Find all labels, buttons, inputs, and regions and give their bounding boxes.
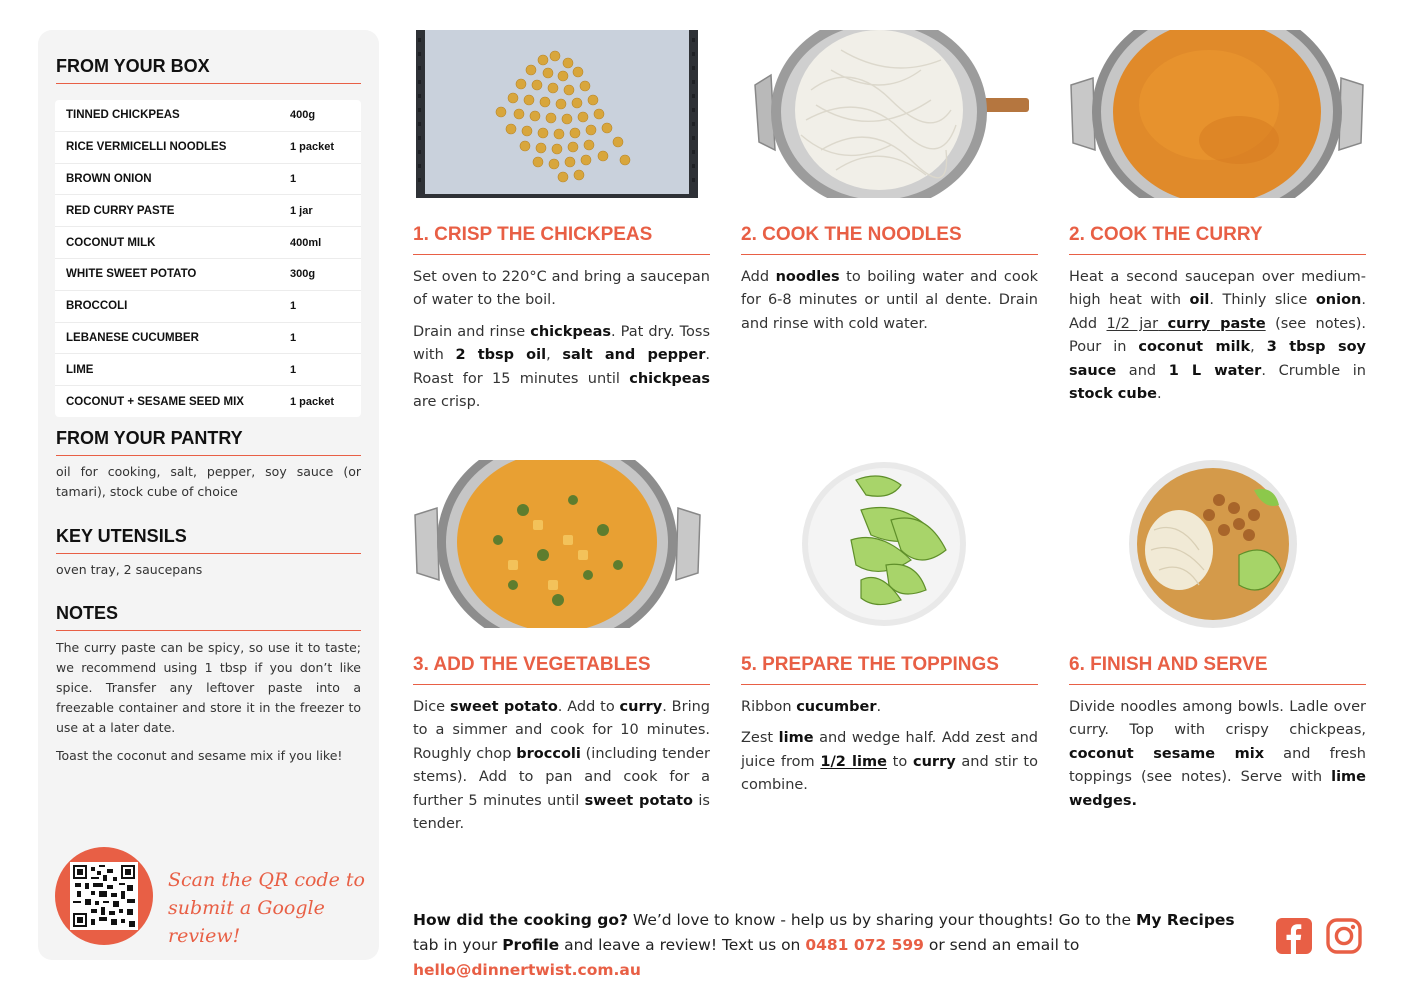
step-text: and wedge half. Add zest and juice from (741, 730, 1039, 770)
ingredient-emphasis: chickpeas (530, 323, 611, 340)
key-utensils-heading: KEY UTENSILS (56, 526, 361, 554)
my-recipes-link[interactable]: My Recipes (1135, 911, 1235, 929)
step-paragraph (1069, 696, 1366, 813)
ingredient-qty: 1 (290, 331, 297, 344)
step-paragraph (741, 696, 1038, 719)
footer-text: and leave a review! Text us on (559, 936, 806, 954)
step-text: Set oven to 220°C and bring a saucepan of water to the boil. (413, 269, 710, 309)
notes-paragraph: The curry paste can be spicy, so use it to taste; we recommend using 1 tbsp if you don’t like spice. Transfer any leftover paste into a freezable container and store it in the freezer to use at a later date. (56, 640, 361, 735)
step-text: Zest (741, 730, 779, 747)
ingredient-emphasis: cucumber (796, 699, 877, 715)
ingredient-emphasis: noodles (775, 269, 840, 285)
facebook-icon[interactable] (1276, 918, 1312, 954)
review-footer (413, 908, 1263, 983)
sidebar-panel (38, 30, 379, 960)
ingredient-row (55, 227, 361, 259)
step-5-title: 5. PREPARE THE TOPPINGS (741, 654, 1038, 685)
ingredient-name: RED CURRY PASTE (66, 204, 175, 217)
notes-paragraph: Toast the coconut and sesame mix if you like! (56, 748, 343, 763)
step-text: to (886, 753, 913, 770)
underlined-amount: 1/2 jar (1106, 315, 1159, 332)
ingredient-qty: 1 (290, 363, 297, 376)
from-your-pantry-heading: FROM YOUR PANTRY (56, 428, 361, 456)
ingredient-row (55, 164, 361, 196)
step-6-title: 6. FINISH AND SERVE (1069, 654, 1366, 685)
step-5-body (741, 696, 1038, 806)
step-text: Ribbon (741, 699, 797, 715)
footer-text: tab in your (413, 936, 503, 954)
ingredient-row (55, 354, 361, 386)
ingredient-emphasis: coconut milk (1138, 339, 1251, 356)
step-paragraph (741, 266, 1038, 336)
ingredient-emphasis: 1 L water (1168, 362, 1262, 379)
step-text: Divide noodles among bowls. Ladle over curry. Top with crispy chickpeas, (1069, 699, 1366, 739)
step-text: Heat a second saucepan over medium-high heat with (1069, 269, 1366, 309)
ingredient-emphasis: coconut sesame mix (1069, 745, 1265, 762)
ingredient-qty: 1 packet (290, 141, 335, 154)
ingredient-qty: 400ml (290, 236, 322, 249)
instagram-icon[interactable] (1326, 918, 1362, 954)
ingredient-name: BROCCOLI (66, 300, 128, 313)
vegetables-curry-photo (413, 460, 710, 628)
notes-heading: NOTES (56, 603, 361, 631)
step-text: is tender. (413, 792, 710, 833)
step-1-body (413, 266, 710, 422)
ingredient-name: TINNED CHICKPEAS (66, 109, 180, 122)
footer-text: or send an email to (923, 936, 1080, 954)
ingredient-qty: 1 jar (290, 204, 313, 217)
ingredient-name: COCONUT MILK (66, 236, 156, 249)
step-text: . Pat dry. Toss with (413, 323, 710, 364)
footer-text: We’d love to know - help us by sharing your thoughts! Go to the (627, 911, 1136, 929)
ingredient-emphasis: 3 tbsp soy sauce (1069, 339, 1366, 379)
step-text: and stir to combine. (741, 753, 1038, 794)
ingredient-qty: 1 (290, 172, 297, 185)
step-text (1158, 316, 1167, 332)
ingredient-emphasis: salt and pepper (562, 347, 706, 364)
ingredient-emphasis: curry paste (1167, 315, 1266, 332)
step-text: Add (741, 269, 776, 285)
step-text: are crisp. (413, 394, 481, 411)
ingredient-name: RICE VERMICELLI NOODLES (66, 141, 227, 154)
step-text: , (1250, 339, 1267, 356)
ingredient-emphasis: 2 tbsp oil (455, 347, 547, 364)
step-text: . (1156, 386, 1162, 403)
step-2-title: 2. COOK THE NOODLES (741, 224, 1038, 255)
qr-code-badge[interactable] (55, 847, 153, 945)
qr-prompt-line: Scan the QR code to (168, 869, 365, 891)
step-text: . Add (1069, 292, 1366, 332)
ingredient-emphasis: lime wedges. (1069, 769, 1366, 809)
step-text: to boiling water and cook for 6-8 minutes or until al dente. Drain and rinse with cold water. (741, 269, 1038, 332)
chickpeas-tray-photo (413, 30, 710, 198)
ingredient-row (55, 132, 361, 164)
ingredient-row (55, 195, 361, 227)
email-link[interactable]: hello@dinnertwist.com.au (413, 961, 641, 979)
step-6-body (1069, 696, 1366, 821)
step-3-body (1069, 266, 1366, 414)
phone-link[interactable]: 0481 072 599 (805, 936, 924, 954)
step-text: . Thinly slice (1209, 292, 1316, 309)
ingredient-row (55, 386, 361, 417)
step-text: . Add to (557, 699, 620, 715)
ingredient-row (55, 259, 361, 291)
ingredient-qty: 400g (290, 109, 316, 122)
step-paragraph (413, 266, 710, 313)
ingredient-emphasis: sweet potato (584, 792, 694, 809)
step-text: Drain and rinse (413, 323, 531, 340)
step-4-body (413, 696, 710, 844)
step-text: and (1116, 362, 1169, 379)
step-paragraph (1069, 266, 1366, 406)
ingredient-name: LEBANESE CUCUMBER (66, 331, 199, 344)
ingredient-name: BROWN ONION (66, 172, 152, 185)
ingredient-row (55, 100, 361, 132)
step-text: and fresh toppings (see notes). Serve with (1069, 745, 1366, 786)
ingredient-emphasis: oil (1189, 292, 1210, 309)
step-4-title: 3. ADD THE VEGETABLES (413, 654, 710, 685)
curry-pan-photo (1069, 30, 1366, 198)
step-text: (including tender stems). Add to pan and cook for a further 5 minutes until (413, 745, 710, 809)
step-text: Dice (413, 699, 450, 715)
ingredient-emphasis: curry (913, 753, 956, 770)
step-paragraph (413, 696, 710, 836)
ingredient-name: WHITE SWEET POTATO (66, 268, 197, 281)
step-2-body (741, 266, 1038, 344)
cucumber-plate-photo (741, 460, 1038, 628)
noodles-colander-photo (741, 30, 1038, 198)
qr-review-prompt (168, 866, 368, 950)
step-paragraph (741, 727, 1038, 797)
ingredient-emphasis: chickpeas (629, 370, 710, 387)
ingredient-emphasis: stock cube (1069, 386, 1157, 403)
from-your-box-heading: FROM YOUR BOX (56, 56, 361, 84)
ingredient-qty: 300g (290, 268, 316, 281)
finished-bowl-photo (1069, 460, 1366, 628)
footer-question: How did the cooking go? (413, 911, 628, 929)
pantry-text: oil for cooking, salt, pepper, soy sauce (or tamari), stock cube of choice (56, 464, 361, 499)
qr-code-icon[interactable] (70, 862, 138, 930)
ingredients-table (55, 100, 361, 417)
step-text: . (876, 699, 882, 715)
ingredient-row (55, 323, 361, 355)
ingredient-emphasis: broccoli (516, 745, 581, 762)
profile-link[interactable]: Profile (502, 936, 560, 954)
step-text: . Bring to a simmer and cook for 10 minutes. Roughly chop (413, 699, 710, 762)
ingredient-emphasis: lime (778, 730, 814, 747)
notes-text (56, 638, 361, 774)
step-text: . Crumble in (1261, 362, 1366, 379)
ingredient-emphasis: onion (1315, 292, 1362, 309)
ingredient-name: COCONUT + SESAME SEED MIX (66, 395, 244, 408)
underlined-amount: 1/2 lime (820, 753, 887, 770)
utensils-text: oven tray, 2 saucepans (56, 562, 203, 577)
ingredient-row (55, 291, 361, 323)
step-text: (see notes). Pour in (1069, 315, 1367, 356)
ingredient-qty: 1 packet (290, 395, 335, 408)
step-1-title: 1. CRISP THE CHICKPEAS (413, 224, 710, 255)
ingredient-emphasis: sweet potato (449, 699, 558, 715)
ingredient-name: LIME (66, 363, 94, 376)
step-text: , (546, 347, 563, 364)
ingredient-emphasis: curry (619, 699, 663, 715)
qr-prompt-line: submit a Google review! (168, 897, 325, 947)
step-text: . Roast for 15 minutes until (413, 347, 711, 387)
step-paragraph (413, 321, 710, 415)
step-3-title: 2. COOK THE CURRY (1069, 224, 1366, 255)
ingredient-qty: 1 (290, 300, 297, 313)
